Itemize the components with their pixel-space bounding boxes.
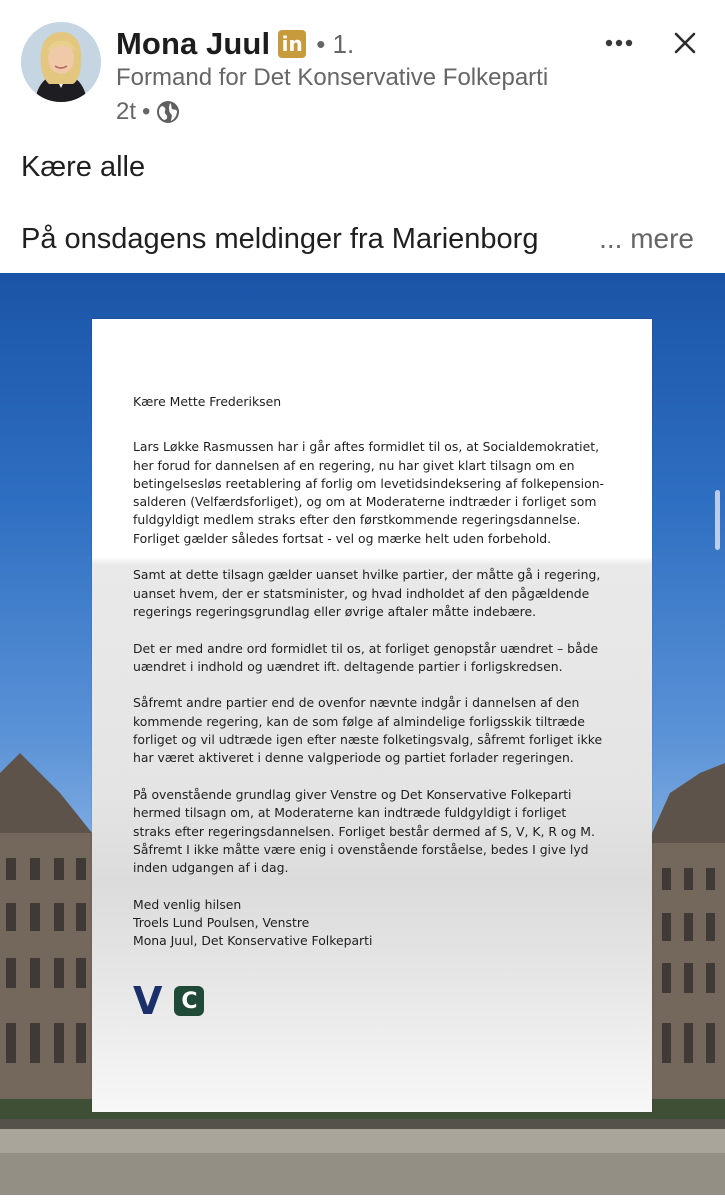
author-headline: Formand for Det Konservative Folkeparti xyxy=(116,64,549,91)
post-text-greeting: Kære alle xyxy=(21,151,146,183)
letter-paragraph: Samt at dette tilsagn gælder uanset hvilke partier, der måtte gå i regering, uanset hvem, der er statsminister, og hvad indholdet af den pågældende regerings regeringsgrundlag eller øvrige aftaler måtte indebære. xyxy=(133,567,601,619)
post-image[interactable] xyxy=(0,273,725,1195)
more-dots-icon xyxy=(605,39,633,47)
letter-document xyxy=(92,319,652,1112)
post-text-snippet: På onsdagens meldinger fra Marienborg xyxy=(21,223,539,255)
see-more-link[interactable]: ... mere xyxy=(599,223,694,254)
globe-icon xyxy=(156,100,180,124)
close-icon xyxy=(674,32,696,54)
letter-body xyxy=(133,393,623,969)
post-time: 2t xyxy=(116,98,137,125)
letter-salutation: Kære Mette Frederiksen xyxy=(133,394,282,409)
author-row xyxy=(116,24,354,64)
avatar[interactable] xyxy=(21,22,101,102)
post-header xyxy=(0,0,725,140)
linkedin-premium-badge: in xyxy=(278,30,306,58)
meta-separator: • xyxy=(142,98,151,125)
connection-degree: • 1. xyxy=(316,28,355,59)
avatar-photo xyxy=(21,22,101,102)
letter-paragraph: Det er med andre ord formidlet til os, at forliget genopstår uændret – både uændret i indhold og uændret ift. deltagende partier i forligskredsen. xyxy=(133,640,599,674)
close-button[interactable] xyxy=(666,24,704,62)
letter-paragraph: Såfremt andre partier end de ovenfor nævnte indgår i dannelsen af den kommende regering, kan de som følge af almindelige forligsskik tiltræde forliget og vil udtræde igen efter næste folketingsvalg, såfremt forliget ikke har været aktiveret i denne valgperiode og partiet forlader regeringen. xyxy=(133,695,603,766)
more-options-button[interactable] xyxy=(598,26,640,60)
konservative-logo: C xyxy=(174,986,204,1016)
venstre-logo: V xyxy=(133,979,163,1023)
party-logos xyxy=(133,981,204,1021)
letter-paragraph: Lars Løkke Rasmussen har i går aftes formidlet til os, at Socialdemokratiet, her forud for dannelsen af en regering, nu har givet klart tilsagn om en betingelsesløs reetablering af forlig om levetidsindeksering af folkepension- salderen (Velfærdsforliget), og om at Moderaterne indtræder i forliget som fuldgyldigt medlem straks efter den førstkommende regeringsdannelse. Forliget gælder således fortsat - vel og mærke helt uden forbehold. xyxy=(133,439,605,546)
letter-paragraph: På ovenstående grundlag giver Venstre og Det Konservative Folkeparti hermed tilsagn om, at Moderaterne kan indtræde fuldgyldigt i forliget straks efter regeringsdannelsen. Forliget består dermed af S, V, K, R og M. Såfremt I ikke måtte være enig i ovenstående forståelse, bedes I give lyd inden udgangen af i dag. xyxy=(133,786,595,876)
letter-closing: Med venlig hilsen Troels Lund Poulsen, Venstre Mona Juul, Det Konservative Folkeparti xyxy=(133,896,373,949)
post-meta xyxy=(116,96,180,128)
image-scrollbar[interactable] xyxy=(715,490,720,550)
post-text-line xyxy=(21,223,711,263)
author-name[interactable]: Mona Juul xyxy=(116,26,271,61)
